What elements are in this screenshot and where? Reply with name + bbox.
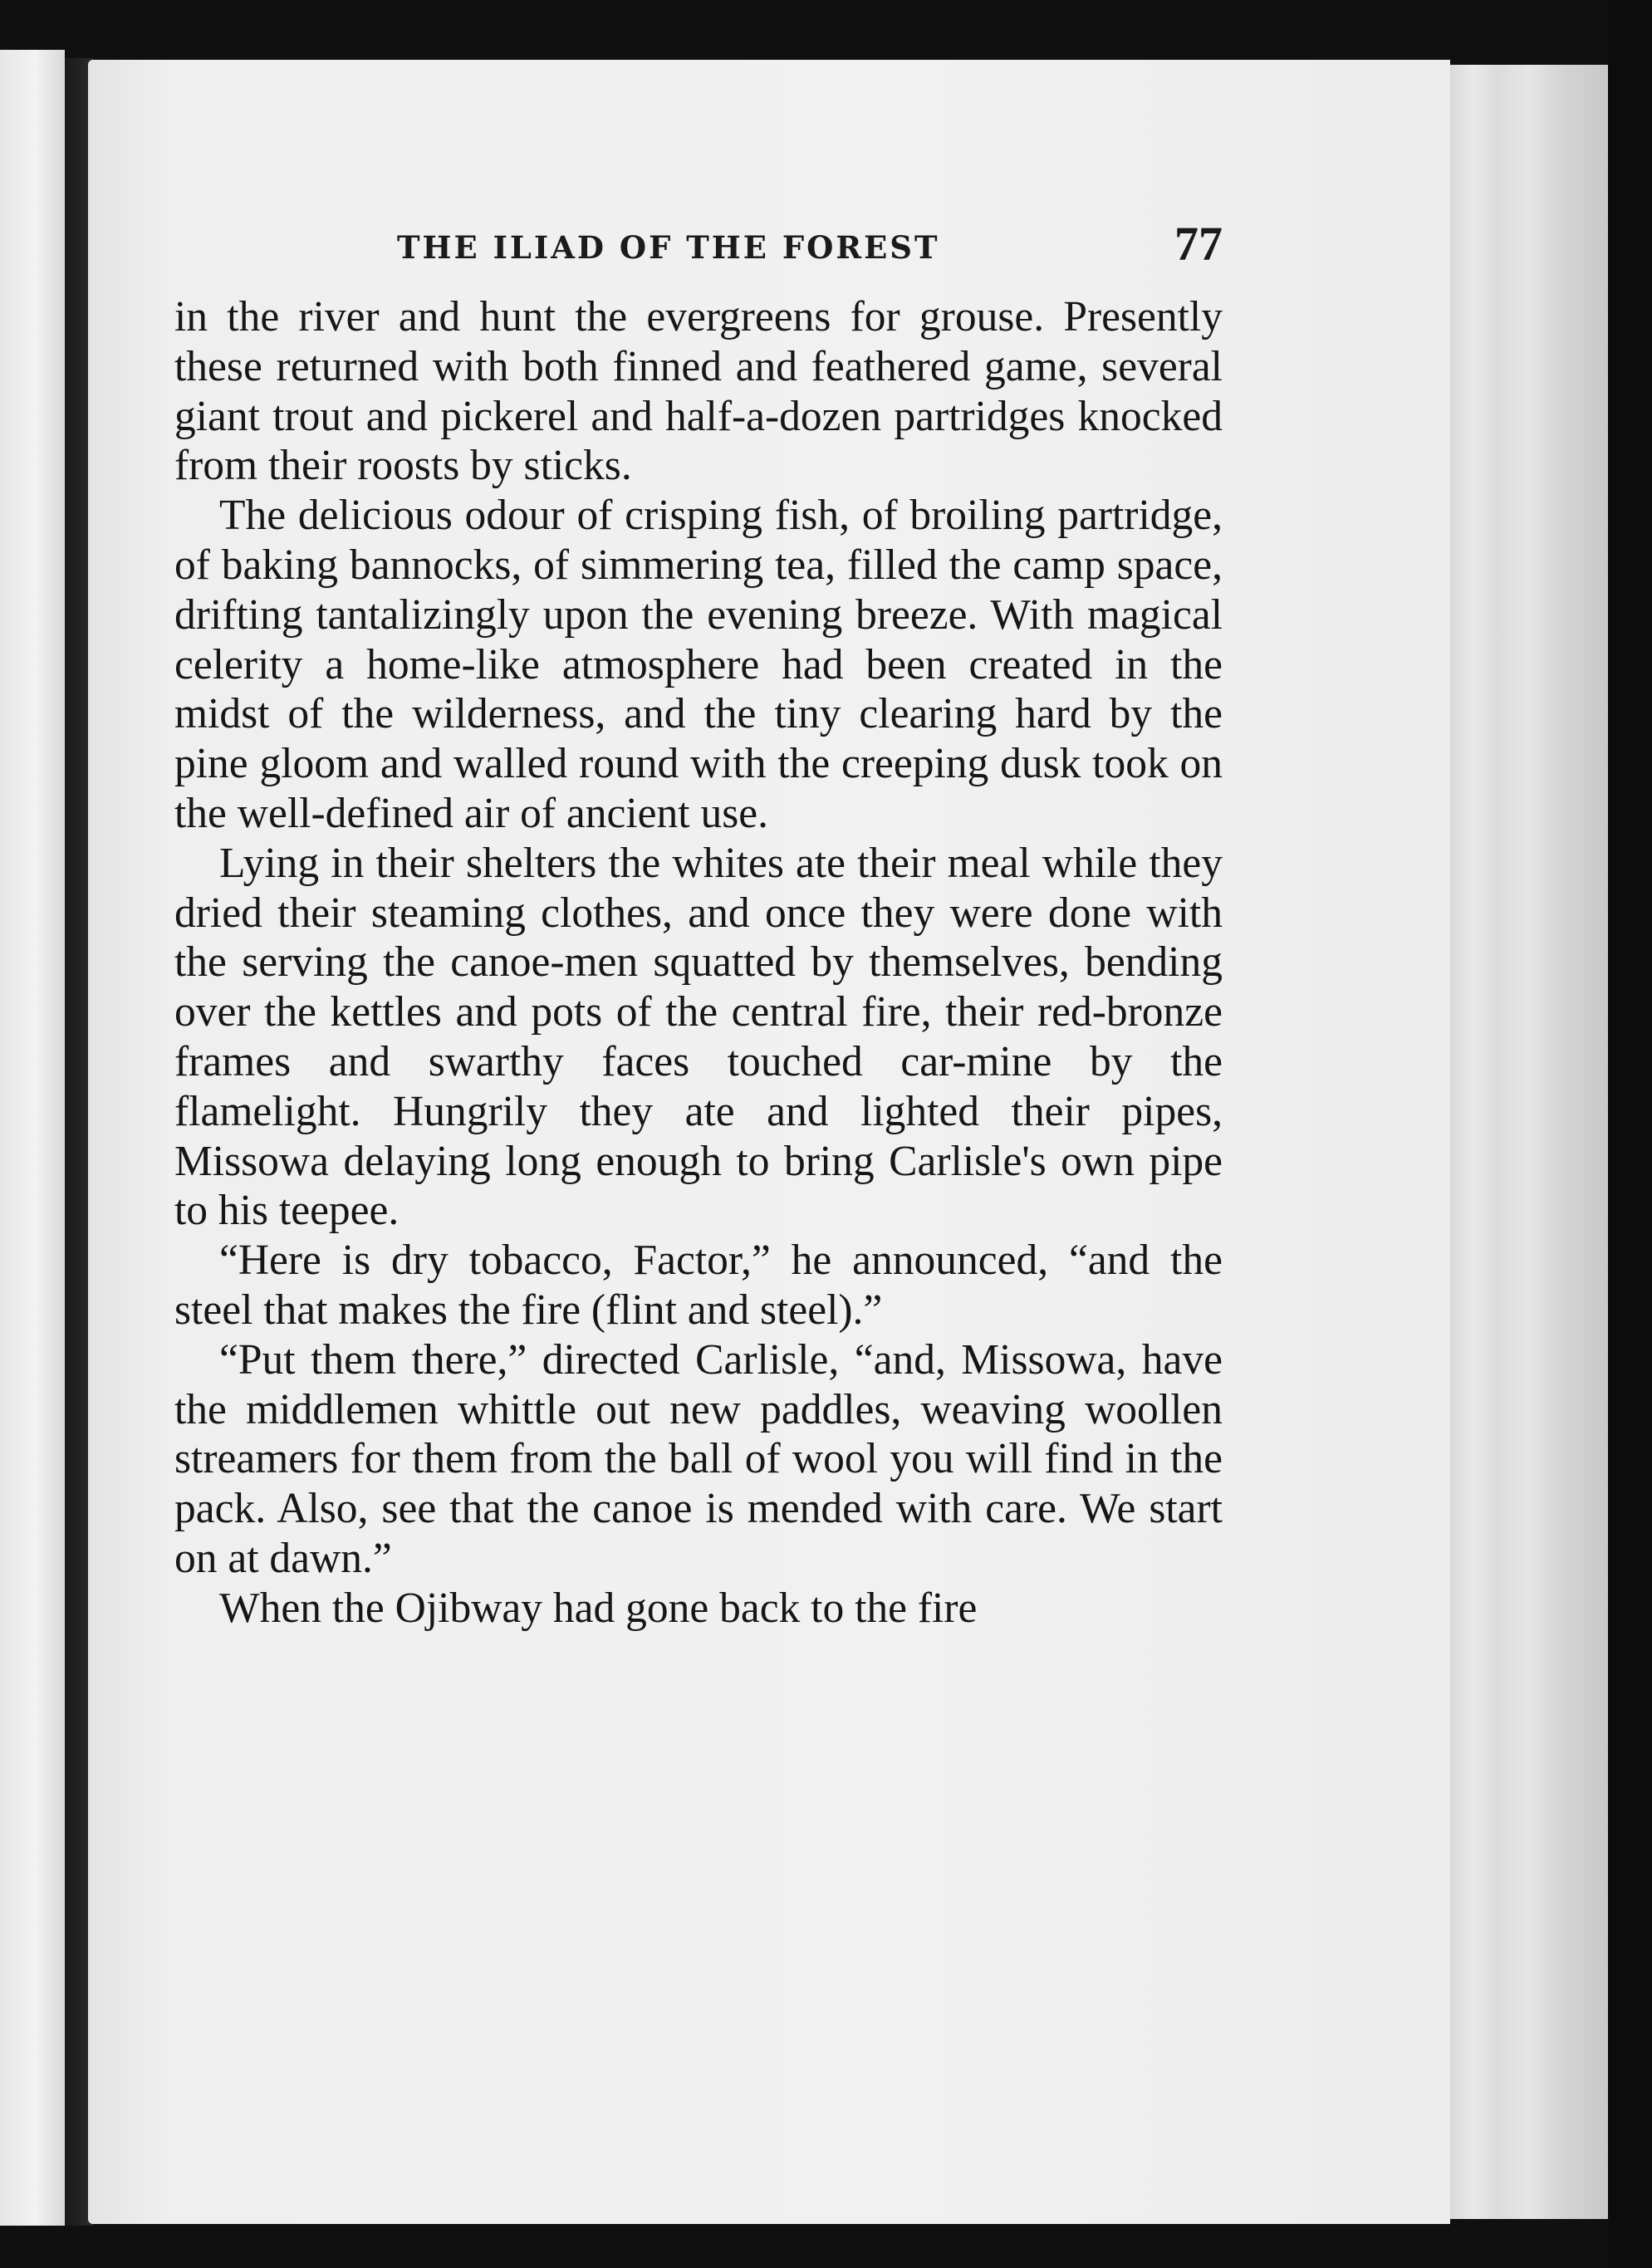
scan-border-right [1608,0,1652,2268]
paragraph-6: When the Ojibway had gone back to the fire [219,1584,978,1632]
page-number: 77 [1174,217,1223,271]
paragraph-1: in the river and hunt the evergreens for grouse. Presently these returned with both finned and feathered game, several giant trout and pickerel and half-a-dozen partridges knocked from their roosts by sticks. [174,293,1223,490]
running-title: THE ILIAD OF THE FOREST [397,229,940,266]
facing-page-edge [0,50,65,2226]
page-stack-edge [1450,65,1608,2219]
paragraph-4: “Here is dry tobacco, Factor,” he announced, “and the steel that makes the fire (flint and steel).” [174,1237,1223,1334]
paragraph-5: “Put them there,” directed Carlisle, “and, Missowa, have the middlemen whittle out new paddles, weaving woollen streamers for them from the ball of wool you will find in the pack. Also, see that the canoe is mended with care. We start on at dawn.” [174,1335,1223,1582]
running-head [174,214,1223,281]
paragraph-3: Lying in their shelters the whites ate their meal while they dried their steaming clothes, and once they were done with the serving the canoe-men squatted by themselves, bending over the kettles and pots of the central fire, their red-bronze frames and swarthy faces touched car-mine by the flamelight. Hungrily they ate and lighted their pipes, Missowa delaying long enough to bring Carlisle's own pipe to his teepee. [174,839,1223,1235]
paragraph-2: The delicious odour of crisping fish, of broiling partridge, of baking bannocks, of simmering tea, filled the camp space, drifting tantalizingly upon the evening breeze. With magical celerity a home-like atmosphere had been created in the midst of the wilderness, and the tiny clearing hard by the pine gloom and walled round with the creeping dusk took on the well-defined air of ancient use. [174,492,1223,837]
body-text [174,292,1223,1634]
